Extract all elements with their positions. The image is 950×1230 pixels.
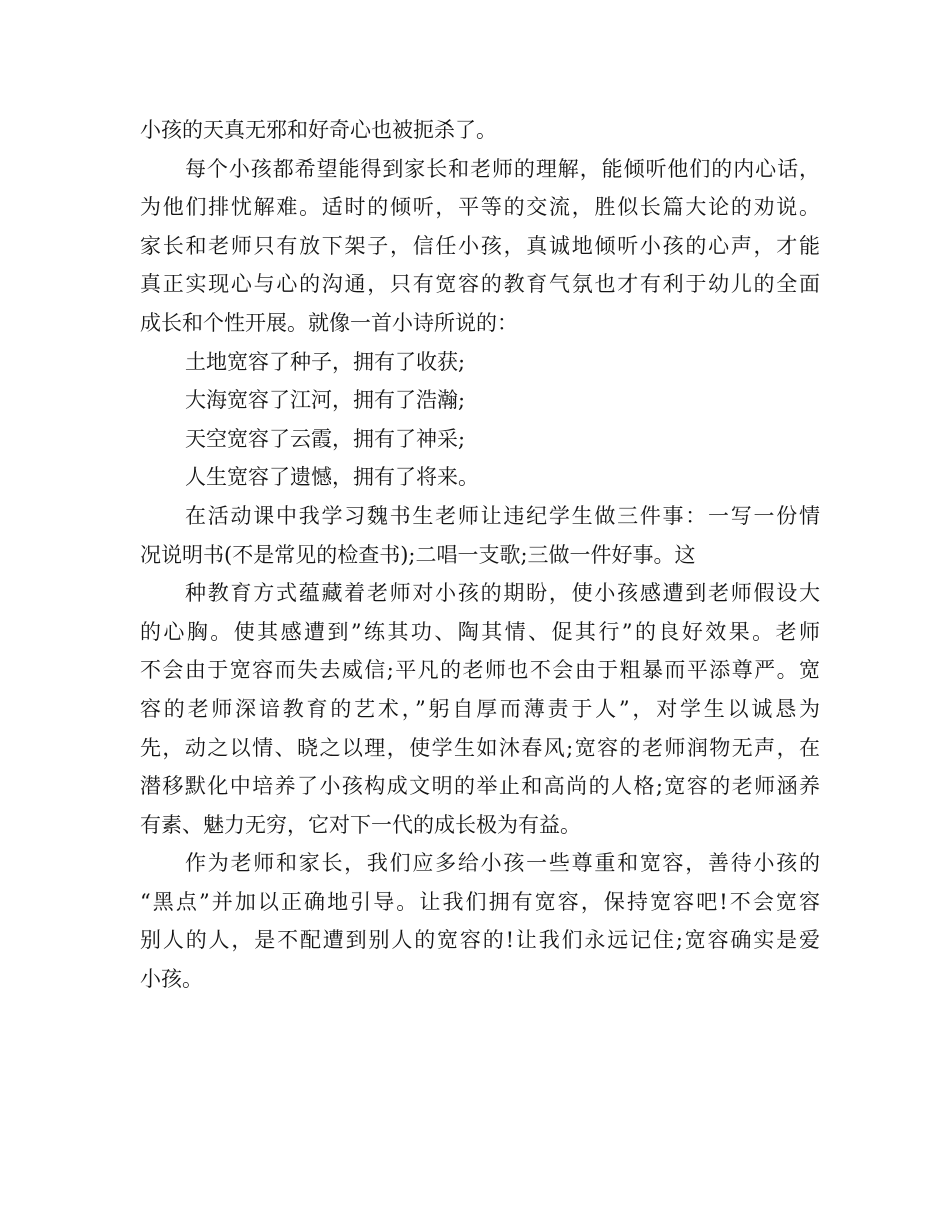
text-line-15: 不会由于宽容而失去威信;平凡的老师也不会由于粗暴而平添尊严。宽 (140, 658, 820, 683)
text-line-19: 有素、魅力无穷，它对下一代的成长极为有益。 (140, 812, 581, 837)
text-line-5: 真正实现心与心的沟通，只有宽容的教育气氛也才有利于幼儿的全面 (140, 272, 820, 297)
text-line-21: “黑点”并加以正确地引导。让我们拥有宽容，保持宽容吧!不会宽容 (140, 889, 820, 914)
text-line-14: 的心胸。使其感遭到”练其功、陶其情、促其行”的良好效果。老师 (140, 619, 820, 644)
text-line-16: 容的老师深谙教育的艺术，”躬自厚而薄责于人”，对学生以诚恳为 (140, 696, 820, 721)
text-line-22: 别人的人，是不配遭到别人的宽容的!让我们永远记住;宽容确实是爱 (140, 928, 820, 953)
text-line-4: 家长和老师只有放下架子，信任小孩，真诚地倾听小孩的心声，才能 (140, 233, 820, 258)
text-line-13: 种教育方式蕴藏着老师对小孩的期盼，使小孩感遭到老师假设大 (185, 581, 820, 606)
document-body (140, 111, 820, 999)
text-line-12: 况说明书(不是常见的检查书);二唱一支歌;三做一件好事。这 (140, 542, 696, 567)
poem-line-4: 人生宽容了遗憾，拥有了将来。 (185, 465, 479, 490)
text-line-6: 成长和个性开展。就像一首小诗所说的： (140, 310, 518, 335)
text-line-11: 在活动课中我学习魏书生老师让违纪学生做三件事：一写一份情 (185, 503, 820, 528)
text-line-23: 小孩。 (140, 967, 203, 992)
poem-line-1: 土地宽容了种子，拥有了收获; (185, 349, 466, 374)
text-line-20: 作为老师和家长，我们应多给小孩一些尊重和宽容，善待小孩的 (185, 851, 820, 876)
text-line-1: 小孩的天真无邪和好奇心也被扼杀了。 (140, 118, 497, 142)
text-line-3: 为他们排忧解难。适时的倾听，平等的交流，胜似长篇大论的劝说。 (140, 195, 820, 220)
poem-line-2: 大海宽容了江河，拥有了浩瀚; (185, 388, 466, 413)
text-line-17: 先，动之以情、晓之以理，使学生如沐春风;宽容的老师润物无声，在 (140, 735, 820, 760)
text-line-2: 每个小孩都希望能得到家长和老师的理解，能倾听他们的内心话， (185, 156, 820, 181)
poem-line-3: 天空宽容了云霞，拥有了神采; (185, 426, 466, 451)
text-line-18: 潜移默化中培养了小孩构成文明的举止和高尚的人格;宽容的老师涵养 (140, 774, 820, 799)
